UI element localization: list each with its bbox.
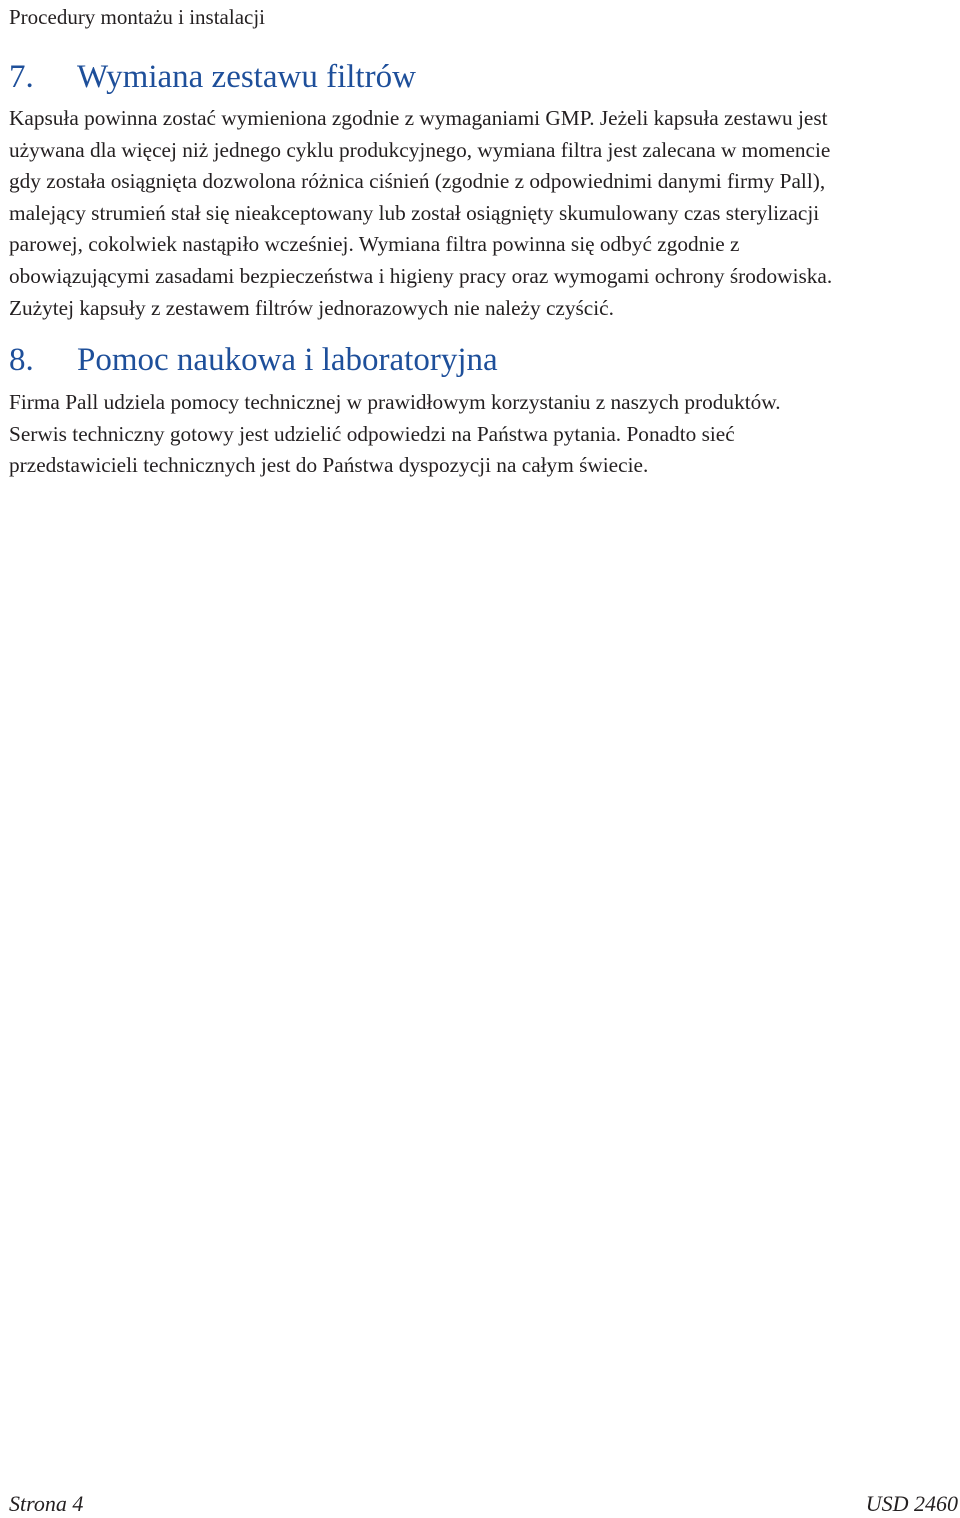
text-line: gdy została osiągnięta dozwolona różnica ciśnień (zgodnie z odpowiednimi danymi firmy Pall),: [9, 169, 826, 194]
text-line: Serwis techniczny gotowy jest udzielić odpowiedzi na Państwa pytania. Ponadto sieć: [9, 421, 735, 446]
section-8: [9, 340, 957, 482]
section-number: 8.: [9, 342, 34, 378]
section-title: Wymiana zestawu filtrów: [77, 59, 416, 95]
text-line: używana dla więcej niż jednego cyklu produkcyjnego, wymiana filtra jest zalecana w momencie: [9, 137, 831, 162]
page-number: Strona 4: [9, 1491, 84, 1516]
running-header: Procedury montażu i instalacji: [9, 5, 266, 29]
document-code: USD 2460: [865, 1491, 958, 1516]
text-line: Kapsuła powinna zostać wymieniona zgodnie z wymaganiami GMP. Jeżeli kapsuła zestawu jest: [9, 106, 828, 130]
text-line: parowej, cokolwiek nastąpiło wcześniej. Wymiana filtra powinna się odbyć zgodnie z: [9, 232, 740, 257]
paragraph: [9, 387, 957, 482]
section-number: 7.: [9, 59, 34, 95]
text-line: malejący strumień stał się nieakceptowany lub został osiągnięty skumulowany czas sterylizacji: [9, 200, 820, 225]
text-line: Firma Pall udziela pomocy technicznej w prawidłowym korzystaniu z naszych produktów.: [9, 390, 781, 414]
section-title: Pomoc naukowa i laboratoryjna: [77, 342, 498, 378]
section-7: [9, 57, 957, 324]
section-heading: [9, 340, 957, 380]
text-line: obowiązującymi zasadami bezpieczeństwa i higieny pracy oraz wymogami ochrony środowiska.: [9, 263, 833, 288]
text-line: przedstawicieli technicznych jest do Państwa dyspozycji na całym świecie.: [9, 453, 649, 478]
text-line: Zużytej kapsuły z zestawem filtrów jednorazowych nie należy czyścić.: [9, 295, 614, 320]
section-heading: [9, 57, 957, 97]
paragraph: [9, 103, 957, 324]
